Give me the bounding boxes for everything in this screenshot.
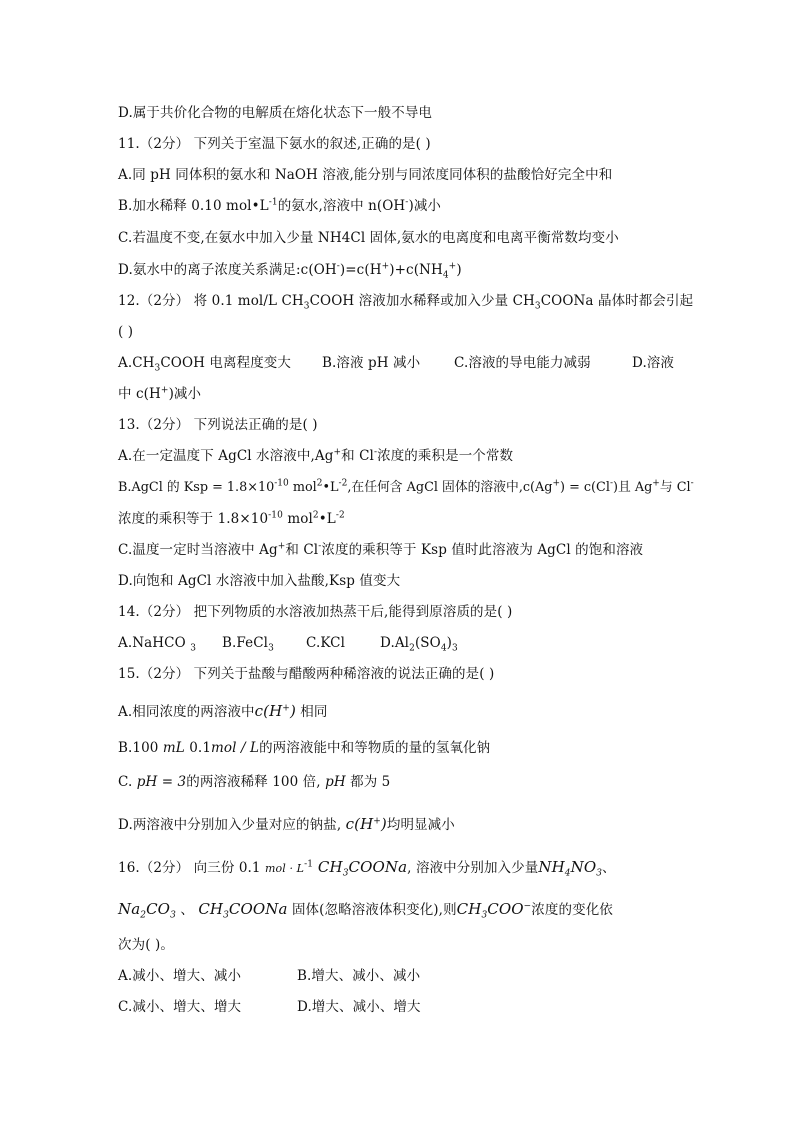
q14-option-b: B.FeCl$_3$ [222,635,274,654]
q11-stem: 11.（2分） 下列关于室温下氨水的叙述,正确的是( ) [118,136,431,152]
q12-option-b: B.溶液 pH 减小 [322,355,421,371]
q15-option-d: D.两溶液中分别加入少量对应的钠盐, c(H+)均明显减小 [118,815,455,833]
q10-option-d: D.属于共价化合物的电解质在熔化状态下一般不导电 [118,105,433,121]
q14-option-c: C.KCl [306,635,346,651]
q16-option-a: A.减小、增大、减小 [118,968,242,984]
q11-option-c: C.若温度不变,在氨水中加入少量 NH4Cl 固体,氨水的电离度和电离平衡常数均变小 [118,230,619,246]
q16-options-row2 [118,998,478,1016]
q12-paren: ( ) [118,324,134,340]
q12-option-c: C.溶液的导电能力减弱 [454,355,591,371]
q16-option-b: B.增大、减小、减小 [297,968,421,984]
q13-option-a: A.在一定温度下 AgCl 水溶液中,Ag+和 Cl-浓度的乘积是一个常数 [118,447,514,464]
q16-option-c: C.减小、增大、增大 [118,999,242,1015]
q15-option-a: A.相同浓度的两溶液中c(H+) 相同 [118,702,328,720]
q13-option-d: D.向饱和 AgCl 水溶液中加入盐酸,Ksp 值变大 [118,573,401,589]
q13-option-c: C.温度一定时当溶液中 Ag+和 Cl-浓度的乘积等于 Ksp 值时此溶液为 AgCl 的饱和溶液 [118,541,644,558]
q13-option-b-cont: 浓度的乘积等于 $1.8\times 10^{-10}$ $mol^2•L^{-2}$ [118,510,345,527]
q12-option-a: $A.CH_3COOH$ 电离程度变大 [118,355,292,374]
q16-option-d: D.增大、减小、增大 [297,999,421,1015]
q16-stem-end: 次为( )。 [118,937,174,953]
q11-option-d: D.氨水中的离子浓度关系满足$:c(OH^-)=c(H^+)+c(NH_4^+)$ [118,261,462,281]
q14-option-a: A.NaHCO $_3$ [118,635,197,654]
q12-option-d: D.溶液 [632,355,675,371]
q12-option-d-cont: 中 c(H+)减小 [118,385,202,402]
q15-stem: 15.（2分） 下列关于盐酸与醋酸两种稀溶液的说法正确的是( ) [118,666,495,682]
q16-options-row1 [118,967,478,985]
q11-option-a: A.同 pH 同体积的氨水和 NaOH 溶液,能分别与同浓度同体积的盐酸恰好完全中和 [118,167,613,183]
q12-options [118,354,678,372]
q14-option-d: $D.Al_2(SO_4)_3$ [380,635,458,654]
q11-option-b: B.加水稀释 0.10 $mol•L^{-1}$的氨水,溶液中 n(OH-)减小 [118,197,442,214]
q16-stem-cont: $Na_2CO_3$ 、 $CH_3COONa$ 固体(忽略溶液体积变化),则$CH_3COO^-$浓度的变化依 [118,900,613,921]
q15-option-c: C. pH = 3的两溶液稀释 100 倍, pH 都为 5 [118,774,391,790]
q14-options [118,634,478,652]
q13-stem: 13.（2分） 下列说法正确的是( ) [118,417,318,433]
q16-stem: 16.（2分） 向三份 0.1 mol · $L^{-1}$ $CH_3COONa$, 溶液中分别加入少量$NH_4NO_3$、 [118,858,616,879]
q13-option-b: B.AgCl 的 Ksp = $1.8\times 10^{-10}$ $mol^2•L^{-2}$,在任何含 AgCl 固体的溶液中,c(Ag+) = c(Cl-)且 Ag+与 Cl- [118,478,694,495]
q15-option-b: B.100 mL 0.1mol / L的两溶液能中和等物质的量的氢氧化钠 [118,740,491,756]
q12-stem: 12.（2分） 将 0.1 mol/L $CH_3COOH$ 溶液加水稀释或加入少量 $CH_3COONa$ 晶体时都会引起 [118,293,694,312]
q14-stem: 14.（2分） 把下列物质的水溶液加热蒸干后,能得到原溶质的是( ) [118,604,513,620]
